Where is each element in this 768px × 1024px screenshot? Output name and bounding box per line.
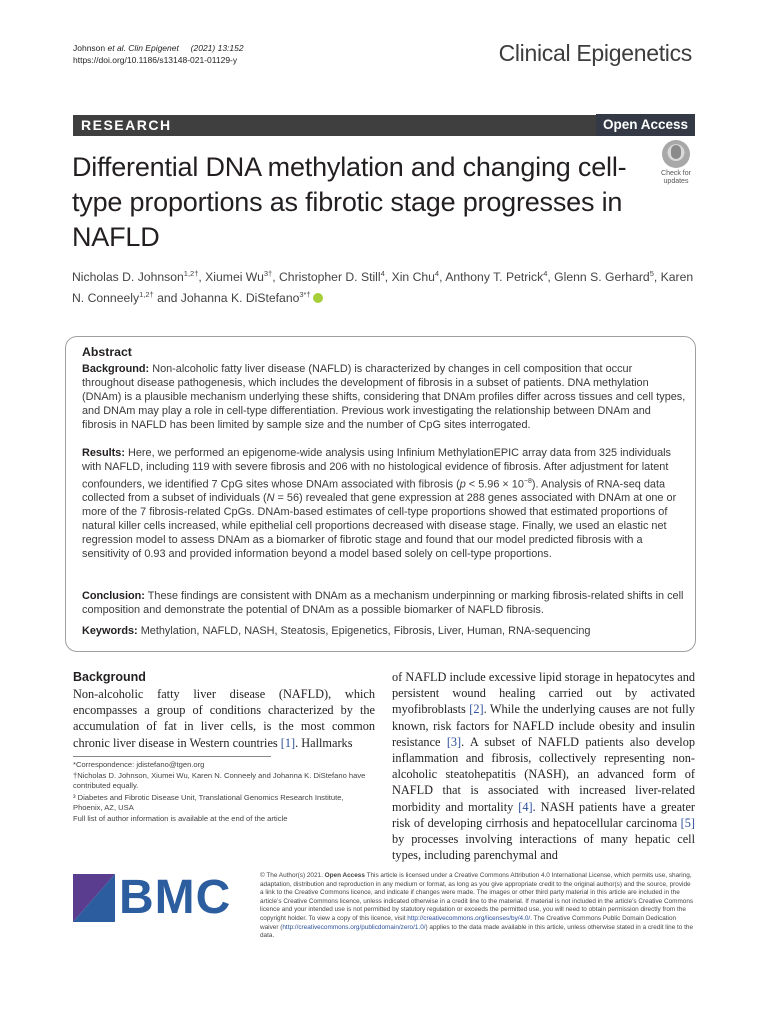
author[interactable]: Anthony T. Petrick$^4$	[445, 269, 548, 285]
open-access-badge: Open Access	[596, 114, 695, 136]
abstract-conclusion: Conclusion: These findings are consistent with DNAm as a mechanism underpinning or marking fibrosis-related shifts in cell composition and demonstrate the potential of DNAm as a possible biomarker of NAFLD fibrosis.	[82, 590, 684, 616]
author[interactable]: Karen N. Conneely$^{1,2\dagger}$	[72, 270, 694, 306]
footnote-divider	[73, 756, 271, 757]
body-column-right: of NAFLD include excessive lipid storage in hepatocytes and persistent wound healing carried out by activated myofibroblasts [2]. While the underlying causes are not fully known, risk factors for NAFLD include obesity and insulin resistance [3]. A subset of NAFLD patients also develop inflammation and fibrosis, collectively representing non-alcoholic steatohepatitis (NASH), an advanced form of NAFLD that is associated with increased liver-related morbidity and mortality [4]. NASH patients have a greater risk of developing cirrhosis and hepatocellular carcinoma [5] by processes involving interactions of many hepatic cell types, including parenchymal and	[392, 670, 695, 863]
citation	[73, 42, 244, 66]
public-domain-link[interactable]: http://creativecommons.org/publicdomain/zero/1.0/	[282, 923, 426, 931]
full-list-note: Full list of author information is available at the end of the article	[73, 814, 288, 824]
abstract-background: Background: Non-alcoholic fatty liver disease (NAFLD) is characterized by changes in cell composition that occur throughout disease pathogenesis, which includes the development of fibrosis in a subset of patients. DNA methylation (DNAm) is a plausible mechanism underlying these shifts, considering that DNAm profiles differ across tissues and cell types, and DNAm may play a role in cell-type differentiation. Previous work investigating the relationship between DNAm and fibrosis in NAFLD has been limited by sample size and the number of CpG sites interrogated.	[82, 363, 686, 431]
bmc-logo-icon	[73, 874, 115, 922]
journal-title: Clinical Epigenetics	[498, 40, 692, 66]
author[interactable]: Glenn S. Gerhard$^5$	[554, 269, 654, 285]
footnotes	[73, 760, 373, 825]
publisher-logo-text: BMC	[119, 871, 232, 924]
author[interactable]: Xiumei $Wu^{3\dagger}$	[205, 269, 273, 285]
abstract-keywords: Keywords: Methylation, NAFLD, NASH, Steatosis, Epigenetics, Fibrosis, Liver, Human, RNA-sequencing	[82, 625, 591, 637]
orcid-icon[interactable]	[313, 293, 323, 303]
reference-link[interactable]: [1]	[280, 735, 296, 750]
check-updates-icon	[662, 140, 690, 168]
article-title: Differential DNA methylation and changing cell-type proportions as fibrotic stage progresses in NAFLD	[72, 152, 627, 252]
reference-link[interactable]: [3]	[446, 734, 462, 749]
citation-line: Johnson et al. Clin Epigenet (2021) 13:152	[73, 43, 244, 53]
background-heading: Background	[73, 670, 146, 684]
reference-link[interactable]: [4]	[518, 799, 533, 814]
correspondence-note: *Correspondence: jdistefano@tgen.org	[73, 760, 205, 769]
author[interactable]: Xin Chu$^4$	[391, 269, 440, 285]
abstract-heading: Abstract	[82, 345, 132, 359]
affiliation-note: ³ Diabetes and Fibrotic Disease Unit, Translational Genomics Research Institute, Phoenix, AZ, USA	[73, 792, 344, 812]
body-column-left: Non-alcoholic fatty liver disease (NAFLD), which encompasses a group of conditions characterized by the accumulation of fat in liver cells, is the most common chronic liver disease in Western countries [1]. Hallmarks	[73, 687, 375, 750]
author-list: Nicholas D. Johnson$^{1,2\dagger}$, Xiumei $Wu^{3\dagger}$, Christopher D. Still$^4$, Xin Chu$^4$, Anthony T. Petrick$^4$, Glenn S. Gerhard$^5$, Karen N. Conneely$^{1,2\dagger}$ and Johanna K. DiStefano$^{3*\dagger}$	[72, 269, 694, 306]
doi-link[interactable]: https://doi.org/10.1186/s13148-021-01129-y	[73, 55, 238, 65]
author[interactable]: Christopher D. Still$^4$	[279, 269, 385, 285]
equal-contribution-note: †Nicholas D. Johnson, Xiumei Wu, Karen N. Conneely and Johanna K. DiStefano have contributed equally.	[73, 771, 366, 791]
abstract-results: Results: Here, we performed an epigenome-wide analysis using Infinium MethylationEPIC array data from 325 individuals with NAFLD, including 119 with severe fibrosis and 206 with no histological evidence of fibrosis. After adjustment for latent confounders, we identified 7 CpG sites whose DNAm associated with fibrosis $(p < 5.96 \times 10^{-8})$. Analysis of RNA-seq data collected from a subset of individuals (N = 56) revealed that gene expression at 288 genes associated with DNAm at one or more of the 7 fibrosis-related CpGs. DNAm-based estimates of cell-type proportions showed that estimated proportions of natural killer cells increased, while epithelial cell proportions decreased with disease stage. Finally, we used an elastic net regression model to assess DNAm as a biomarker of fibrotic stage and found that our model predicted fibrosis with a sensitivity of 0.93 and provided information beyond a model based solely on cell-type proportions.	[82, 447, 677, 560]
author[interactable]: Johanna K. DiStefano$^{3*\dagger}$	[180, 290, 311, 306]
check-updates-label: Check for updates	[661, 170, 691, 185]
license-text: © The Author(s) 2021. Open Access This article is licensed under a Creative Commons Attribution 4.0 International License, which permits use, sharing, adaptation, distribution and reproduction in any medium or format, as long as you give appropriate credit to the original author(s) and the source, provide a link to the Creative Commons licence, and indicate if changes were made. The images or other third party material in this article are included in the article’s Creative Commons licence, unless indicated otherwise in a credit line to the material. If material is not included in the article’s Creative Commons licence and your intended use is not permitted by statutory regulation or exceeds the permitted use, you will need to obtain permission directly from the copyright holder. To view a copy of this licence, visit http://creativecommons.org/licenses/by/4.0/. The Creative Commons Public Domain Dedication waiver (http://creativecommons.org/publicdomain/zero/1.0/) applies to the data made available in this article, unless otherwise stated in a credit line to the data.	[260, 872, 694, 940]
author[interactable]: Nicholas D. Johnson$^{1,2\dagger}$	[72, 269, 199, 285]
section-label: RESEARCH	[81, 117, 172, 133]
check-for-updates-button[interactable]	[655, 140, 697, 186]
license-link[interactable]: http://creativecommons.org/licenses/by/4.0/	[407, 914, 531, 922]
reference-link[interactable]: [2]	[469, 702, 484, 717]
reference-link[interactable]: [5]	[680, 815, 695, 830]
